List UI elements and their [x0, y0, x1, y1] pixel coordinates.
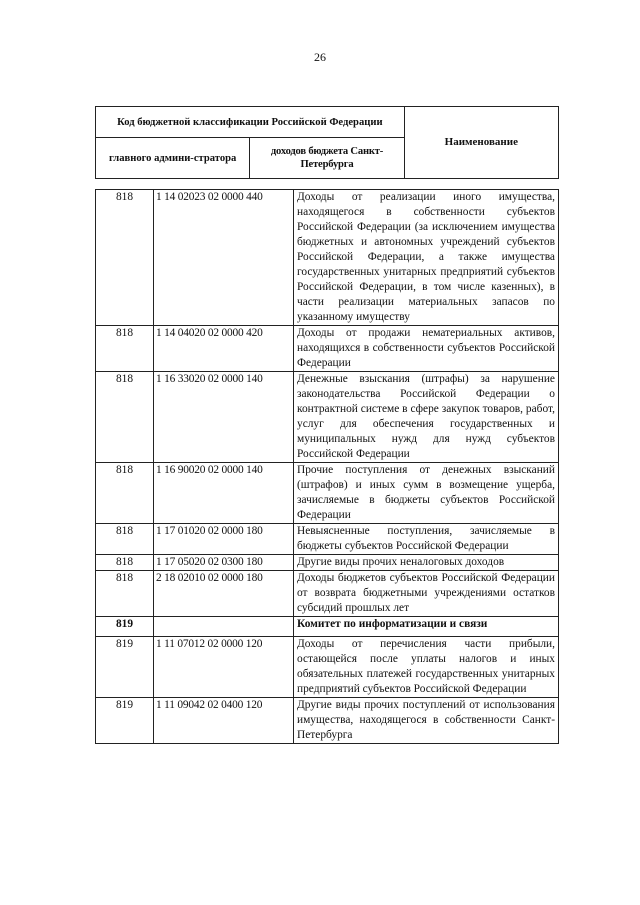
budget-code-cell: 1 11 09042 02 0400 120	[154, 698, 294, 744]
income-name-cell: Денежные взыскания (штрафы) за нарушение законодательства Российской Федерации о контрактной системе в сфере закупок товаров, работ, услуг для обеспечения государственных и муниципальных нужд для нужд субъектов Российской Федерации	[294, 372, 559, 463]
budget-code-cell: 1 17 01020 02 0000 180	[154, 524, 294, 555]
header-group-title: Код бюджетной классификации Российской Федерации	[96, 107, 405, 138]
admin-code-cell: 819	[96, 637, 154, 698]
classification-table	[95, 189, 559, 744]
header-admin-column: главного админи-стратора	[96, 138, 250, 179]
budget-code-cell: 1 16 33020 02 0000 140	[154, 372, 294, 463]
budget-code-cell: 1 16 90020 02 0000 140	[154, 463, 294, 524]
income-name-cell: Другие виды прочих поступлений от использования имущества, находящегося в собственности Санкт-Петербурга	[294, 698, 559, 744]
header-name-column: Наименование	[404, 107, 558, 179]
table-row	[96, 571, 559, 617]
budget-code-cell	[154, 617, 294, 637]
income-name-cell: Доходы от перечисления части прибыли, остающейся после уплаты налогов и иных обязательных платежей государственных унитарных предприятий субъектов Российской Федерации	[294, 637, 559, 698]
budget-code-cell: 2 18 02010 02 0000 180	[154, 571, 294, 617]
table-header	[95, 106, 559, 179]
budget-code-cell: 1 14 04020 02 0000 420	[154, 326, 294, 372]
table-row	[96, 326, 559, 372]
income-name-cell: Доходы от реализации иного имущества, находящегося в собственности субъектов Российской Федерации (за исключением имущества бюджетных и автономных учреждений субъектов Российской Федерации, а также имущества государственных унитарных предприятий субъектов Российской Федерации, в том числе казенных), в части реализации материальных запасов по указанному имуществу	[294, 190, 559, 326]
admin-code-cell: 819	[96, 698, 154, 744]
budget-code-cell: 1 11 07012 02 0000 120	[154, 637, 294, 698]
admin-code-cell: 818	[96, 190, 154, 326]
admin-code-cell: 818	[96, 372, 154, 463]
table-row	[96, 617, 559, 637]
admin-code-cell: 819	[96, 617, 154, 637]
income-name-cell: Доходы бюджетов субъектов Российской Федерации от возврата бюджетными учреждениями остатков субсидий прошлых лет	[294, 571, 559, 617]
table-row	[96, 637, 559, 698]
income-name-cell: Невыясненные поступления, зачисляемые в бюджеты субъектов Российской Федерации	[294, 524, 559, 555]
income-name-cell: Доходы от продажи нематериальных активов, находящихся в собственности субъектов Российской Федерации	[294, 326, 559, 372]
budget-code-cell: 1 17 05020 02 0300 180	[154, 555, 294, 571]
table-row	[96, 524, 559, 555]
page-number: 26	[314, 50, 326, 64]
table-row	[96, 372, 559, 463]
admin-code-cell: 818	[96, 326, 154, 372]
budget-code-cell: 1 14 02023 02 0000 440	[154, 190, 294, 326]
admin-code-cell: 818	[96, 524, 154, 555]
income-name-cell: Другие виды прочих неналоговых доходов	[294, 555, 559, 571]
table-row	[96, 463, 559, 524]
admin-code-cell: 818	[96, 555, 154, 571]
income-name-cell: Прочие поступления от денежных взысканий (штрафов) и иных сумм в возмещение ущерба, зачисляемые в бюджеты субъектов Российской Федерации	[294, 463, 559, 524]
table-row	[96, 555, 559, 571]
table-row	[96, 190, 559, 326]
admin-code-cell: 818	[96, 463, 154, 524]
table-row	[96, 698, 559, 744]
income-name-cell: Комитет по информатизации и связи	[294, 617, 559, 637]
header-code-column: доходов бюджета Санкт-Петербурга	[250, 138, 404, 179]
admin-code-cell: 818	[96, 571, 154, 617]
